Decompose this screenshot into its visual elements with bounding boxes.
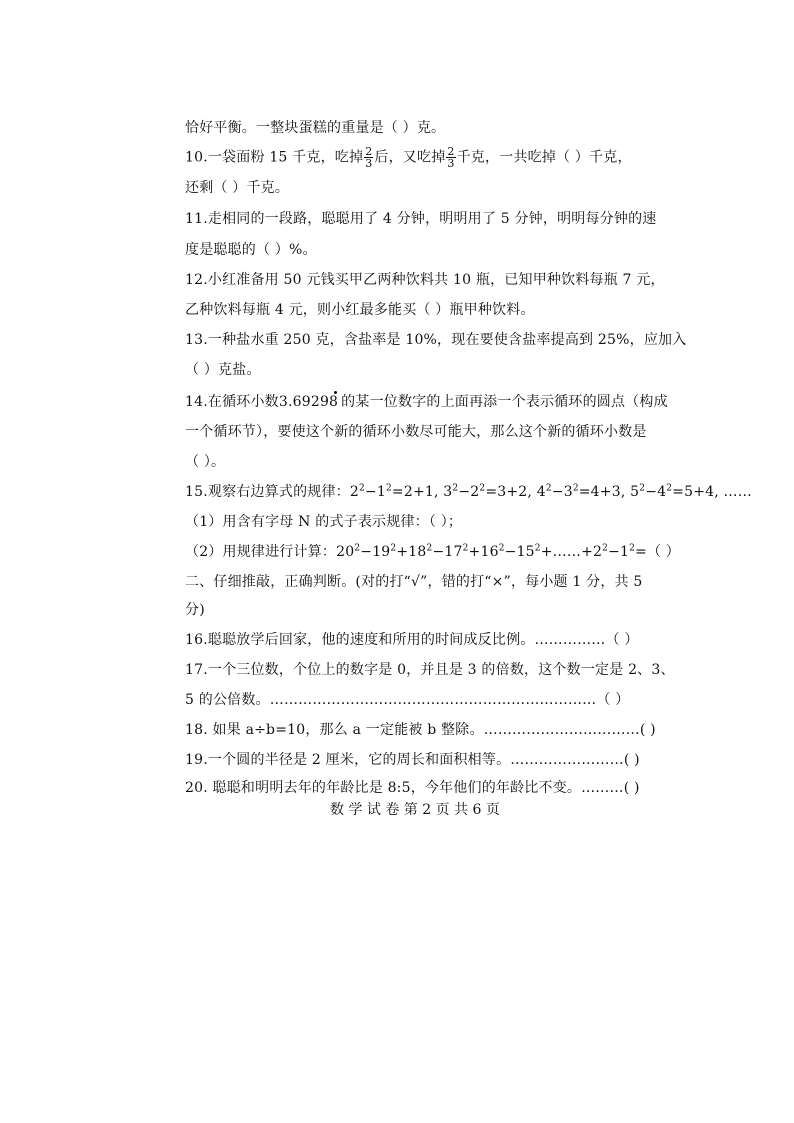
question-17-line1: 17.一个三位数，个位上的数字是 0，并且是 3 的倍数，这个数一定是 2、3、 (185, 662, 675, 678)
question-17-line2: 5 的公倍数。……………………………………………………………（ ） (185, 692, 630, 708)
q10-text-b: 后，又吃掉 (374, 149, 446, 166)
q15-eq-2: $3^2-2^2=3+2$, (443, 483, 537, 500)
question-18: 18. 如果 a÷b=10，那么 a 一定能被 b 整除。……………………………( ) (185, 722, 656, 738)
question-10-line1 (185, 146, 632, 169)
q15-eq-3: $4^2-3^2=4+3$, (536, 483, 631, 500)
q15-text: 15.观察右边算式的规律： (185, 484, 350, 500)
q10-text-c: 千克，一共吃掉（ ）千克， (456, 149, 632, 166)
question-11-line1: 11.走相同的一段路，聪聪用了 4 分钟，明明用了 5 分钟，明明每分钟的速 (185, 211, 657, 227)
question-20: 20. 聪聪和明明去年的年龄比是 8:5，今年他们的年龄比不变。………( ) (185, 780, 640, 796)
question-13-line2: （ ）克盐。 (185, 362, 261, 378)
question-16: 16.聪聪放学后回家，他的速度和所用的时间成反比例。……………（ ） (185, 632, 639, 648)
question-13-line1: 13.一种盐水重 250 克，含盐率是 10%，现在要使含盐率提高到 25%，应加入 (185, 332, 687, 348)
fraction-two-thirds: $\frac{2}{3}$ (365, 145, 373, 170)
question-11-line2: 度是聪聪的（ ）%。 (185, 242, 317, 258)
question-14-line3: （ ）。 (185, 454, 226, 470)
page-footer: 数 学 试 卷 第 2 页 共 6 页 (330, 802, 500, 818)
q10-text-a: 10.一袋面粉 15 千克，吃掉 (185, 149, 364, 166)
q14-text-a: 14.在循环小数 (185, 394, 279, 410)
section-2-heading-line1: 二、仔细推敲，正确判断。(对的打“√”，错的打“×”，每小题 1 分，共 5 (185, 574, 643, 590)
q15-part2-text: （2）用规律进行计算： (185, 544, 337, 560)
question-14-line2: 一个循环节），要使这个新的循环小数尽可能大，那么这个新的循环小数是 (185, 424, 647, 440)
q15-calc-expression: $20^2-19^2+18^2-17^2+16^2-15^2+\dots\dots+2^2-1^2=$（ ） (336, 543, 681, 560)
q14-text-b: 的某一位数字的上面再添一个表示循环的圆点（构成 (341, 394, 668, 410)
question-12-line2: 乙种饮料每瓶 4 元，则小红最多能买（ ）瓶甲种饮料。 (185, 302, 535, 318)
question-14-line1 (185, 392, 668, 412)
q15-eq-4: $5^2-4^2=5+4$, …… (630, 483, 752, 500)
question-15-part1: （1）用含有字母 N 的式子表示规律：（ ）； (185, 514, 463, 530)
question-15-part2 (185, 542, 680, 562)
question-12-line1: 12.小红准备用 50 元钱买甲乙两种饮料共 10 瓶，已知甲种饮料每瓶 7 元， (185, 272, 665, 288)
line-cake-weight: 恰好平衡。一整块蛋糕的重量是（ ）克。 (185, 120, 446, 136)
question-19: 19.一个圆的半径是 2 厘米，它的周长和面积相等。……………………( ) (185, 752, 640, 768)
question-15-line1 (185, 482, 752, 502)
fraction-two-thirds-kg: $\frac{2}{3}$ (447, 145, 455, 170)
repeating-decimal: 3.69298 (278, 394, 339, 410)
q15-eq-1: $2^2-1^2=2+1$, (349, 483, 444, 500)
question-10-line2: 还剩（ ）千克。 (185, 180, 290, 196)
section-2-heading-line2: 分) (185, 602, 205, 618)
